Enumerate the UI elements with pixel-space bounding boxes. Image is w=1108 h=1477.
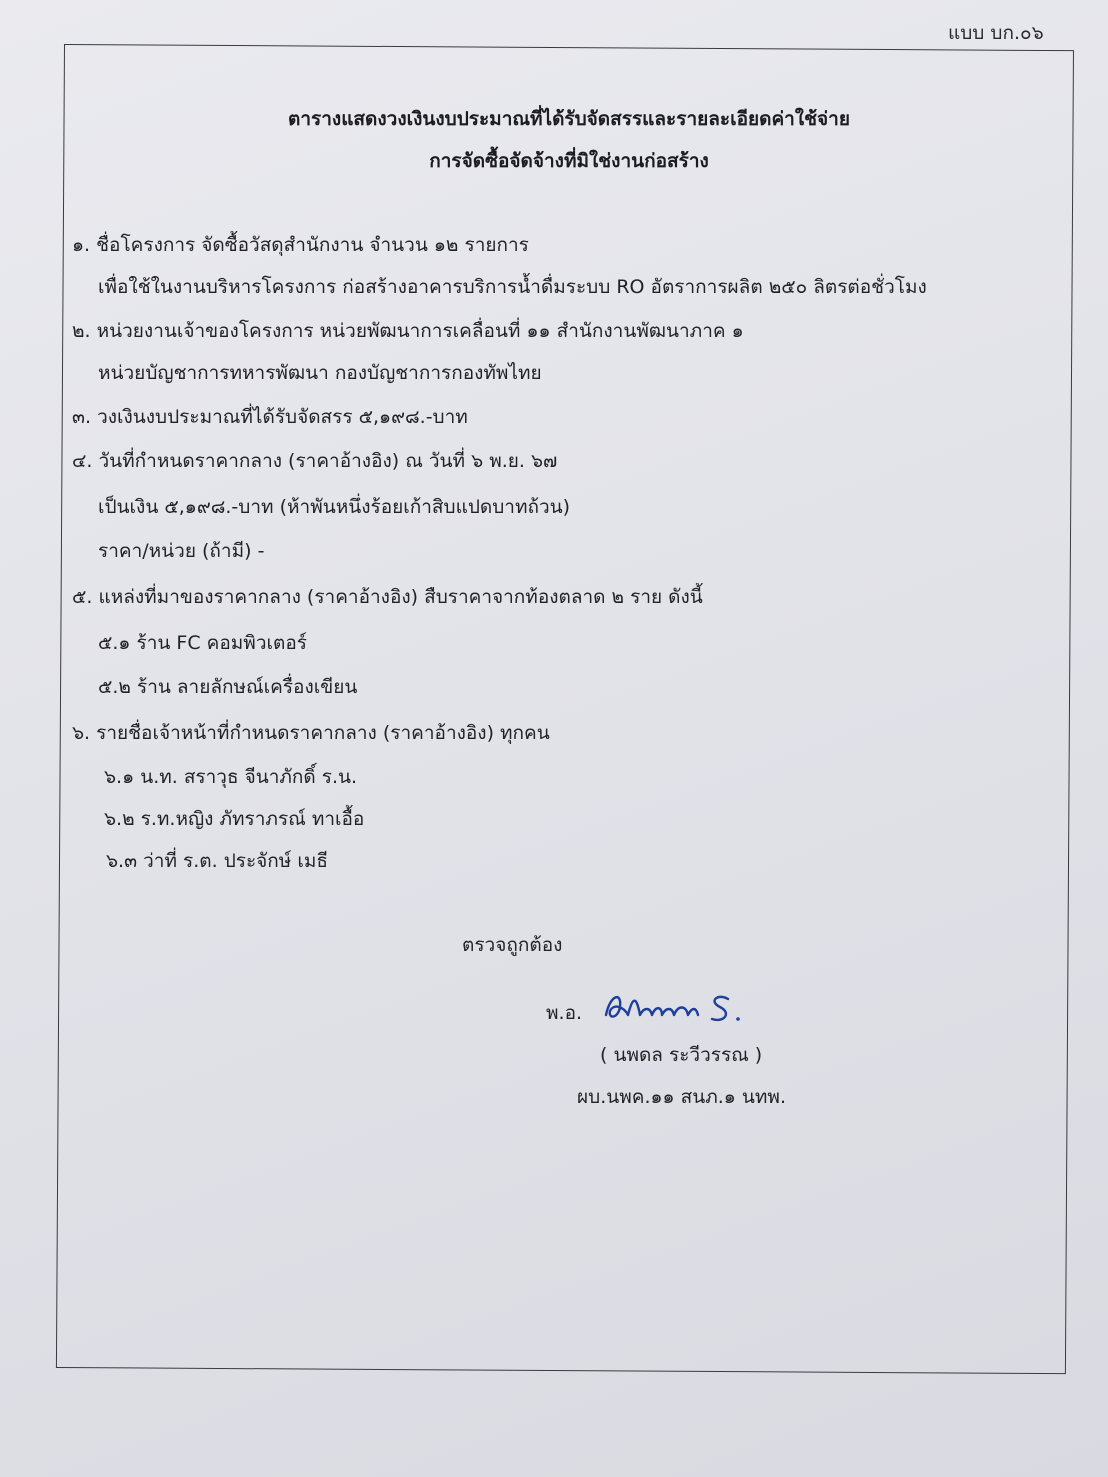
item-4-unit-price: ราคา/หน่วย (ถ้ามี) -	[98, 540, 265, 562]
item-2-owner-unit: ๒. หน่วยงานเจ้าของโครงการ หน่วยพัฒนาการเคลื่อนที่ ๑๑ สำนักงานพัฒนาภาค ๑	[72, 320, 744, 342]
item-6-officials: ๖. รายชื่อเจ้าหน้าที่กำหนดราคากลาง (ราคาอ้างอิง) ทุกคน	[72, 722, 550, 744]
signer-position: ผบ.นพค.๑๑ สนภ.๑ นทพ.	[577, 1086, 786, 1108]
item-1-purpose: เพื่อใช้ในงานบริหารโครงการ ก่อสร้างอาคารบริการน้ำดื่มระบบ RO อัตราการผลิต ๒๕๐ ลิตรต่อชั่วโมง	[98, 276, 927, 298]
item-5-2-shop: ๕.๒ ร้าน ลายลักษณ์เครื่องเขียน	[98, 676, 358, 698]
signer-name: ( นพดล ระวีวรรณ )	[600, 1044, 763, 1066]
item-4-reference-date: ๔. วันที่กำหนดราคากลาง (ราคาอ้างอิง) ณ วันที่ ๖ พ.ย. ๖๗	[72, 450, 558, 472]
signer-rank: พ.อ.	[546, 1002, 583, 1024]
verified-label: ตรวจถูกต้อง	[462, 934, 563, 956]
document-subtitle: การจัดซื้อจัดจ้างที่มิใช่งานก่อสร้าง	[429, 150, 709, 172]
item-6-2-official: ๖.๒ ร.ท.หญิง ภัทราภรณ์ ทาเอื้อ	[104, 808, 365, 830]
item-6-1-official: ๖.๑ น.ท. สราวุธ จีนาภักดิ์ ร.น.	[104, 766, 358, 788]
item-6-3-official: ๖.๓ ว่าที่ ร.ต. ประจักษ์ เมธี	[106, 850, 328, 872]
item-2-parent-unit: หน่วยบัญชาการทหารพัฒนา กองบัญชาการกองทัพไทย	[98, 362, 542, 384]
item-3-budget: ๓. วงเงินงบประมาณที่ได้รับจัดสรร ๕,๑๙๘.-บาท	[72, 406, 468, 428]
item-1-project-name: ๑. ชื่อโครงการ จัดซื้อวัสดุสำนักงาน จำนวน ๑๒ รายการ	[72, 234, 529, 256]
item-4-amount: เป็นเงิน ๕,๑๙๘.-บาท (ห้าพันหนึ่งร้อยเก้าสิบแปดบาทถ้วน)	[98, 496, 571, 518]
handwritten-signature	[600, 985, 770, 1029]
form-code: แบบ บก.๐๖	[948, 22, 1044, 44]
document-title: ตารางแสดงวงเงินงบประมาณที่ได้รับจัดสรรและรายละเอียดค่าใช้จ่าย	[288, 108, 850, 130]
item-5-1-shop: ๕.๑ ร้าน FC คอมพิวเตอร์	[98, 632, 307, 654]
item-5-price-source: ๕. แหล่งที่มาของราคากลาง (ราคาอ้างอิง) สืบราคาจากท้องตลาด ๒ ราย ดังนี้	[72, 586, 703, 608]
